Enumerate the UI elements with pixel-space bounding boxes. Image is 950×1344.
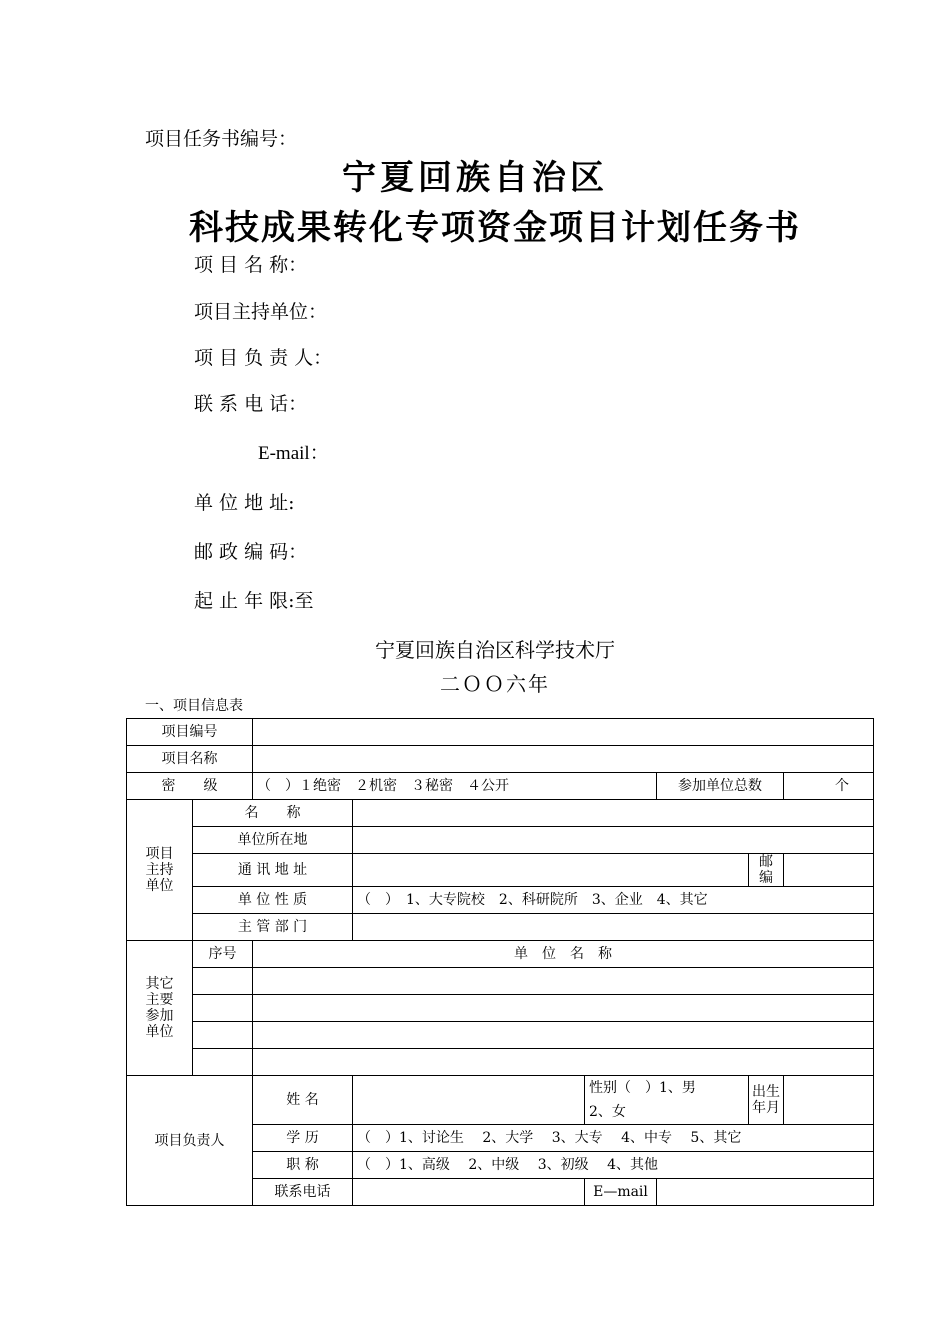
seq-header: 序号	[193, 941, 253, 968]
table-row	[127, 1076, 874, 1125]
leader-name-label: 姓 名	[253, 1076, 353, 1125]
table-row	[127, 773, 874, 800]
other-units-group-text: 其它主要参加单位	[145, 976, 174, 1040]
birth-label: 出生年月	[749, 1076, 784, 1125]
project-info-table	[126, 718, 874, 1206]
seq-cell[interactable]	[193, 1049, 253, 1076]
secret-level-options[interactable]: （ ）１绝密 ２机密 ３秘密 ４公开	[253, 773, 657, 800]
table-row	[127, 995, 874, 1022]
section-title: 一、项目信息表	[145, 698, 243, 714]
unit-name-cell[interactable]	[253, 995, 874, 1022]
gender-options[interactable]: 性别（ ）1、男 2、女	[585, 1076, 749, 1125]
table-row	[127, 887, 874, 914]
table-row	[127, 746, 874, 773]
birth-value[interactable]	[784, 1076, 874, 1125]
unit-name-cell[interactable]	[253, 968, 874, 995]
table-row	[127, 1049, 874, 1076]
host-name-label: 名 称	[193, 800, 353, 827]
unit-name-cell[interactable]	[253, 1022, 874, 1049]
other-units-group-label	[127, 941, 193, 1076]
project-name-label: 项 目 名 称：	[194, 254, 308, 276]
project-number-value[interactable]	[253, 719, 874, 746]
host-location-value[interactable]	[353, 827, 874, 854]
table-row	[127, 800, 874, 827]
email-cell-value[interactable]	[657, 1179, 874, 1206]
table-row	[127, 914, 874, 941]
address-label: 单 位 地 址:	[194, 492, 295, 514]
phone-label: 联 系 电 话：	[194, 393, 308, 415]
table-row	[127, 854, 874, 887]
postcode-value[interactable]	[784, 854, 874, 887]
contact-phone-value[interactable]	[353, 1179, 585, 1206]
seq-cell[interactable]	[193, 968, 253, 995]
unit-nature-label: 单 位 性 质	[193, 887, 353, 914]
task-number-label: 项目任务书编号：	[145, 128, 298, 150]
seq-cell[interactable]	[193, 1022, 253, 1049]
postcode-label: 邮 政 编 码：	[194, 541, 308, 563]
table-row	[127, 827, 874, 854]
table-row	[127, 941, 874, 968]
project-name-cell-label: 项目名称	[127, 746, 253, 773]
seq-cell[interactable]	[193, 995, 253, 1022]
title-label: 职 称	[253, 1152, 353, 1179]
host-location-label: 单位所在地	[193, 827, 353, 854]
project-number-label: 项目编号	[127, 719, 253, 746]
email-label: E-mail：	[258, 443, 329, 464]
education-label: 学 历	[253, 1125, 353, 1152]
table-row	[127, 968, 874, 995]
host-unit-group-label	[127, 800, 193, 941]
host-address-label: 通 讯 地 址	[193, 854, 353, 887]
host-name-value[interactable]	[353, 800, 874, 827]
document-title-line1: 宁夏回族自治区	[342, 158, 608, 198]
participant-count-label: 参加单位总数	[657, 773, 784, 800]
supervisor-value[interactable]	[353, 914, 874, 941]
unit-name-cell[interactable]	[253, 1049, 874, 1076]
period-label: 起 止 年 限:至	[194, 590, 314, 612]
table-row	[127, 719, 874, 746]
project-name-value[interactable]	[253, 746, 874, 773]
leader-group-label: 项目负责人	[127, 1076, 253, 1206]
issue-year: 二ＯＯ六年	[440, 672, 550, 696]
education-options[interactable]: （ ）1、讨论生 2、大学 3、大专 4、中专 5、其它	[353, 1125, 874, 1152]
supervisor-label: 主 管 部 门	[193, 914, 353, 941]
host-unit-group-text: 项目主持单位	[145, 846, 174, 894]
email-cell-label: E—mail	[585, 1179, 657, 1206]
title-options[interactable]: （ ）1、高级 2、中级 3、初级 4、其他	[353, 1152, 874, 1179]
host-address-value[interactable]	[353, 854, 749, 887]
postcode-cell-label: 邮编	[749, 854, 784, 887]
unit-nature-options[interactable]: （ ） 1、大专院校 2、科研院所 3、企业 4、其它	[353, 887, 874, 914]
contact-phone-label: 联系电话	[253, 1179, 353, 1206]
issuing-organization: 宁夏回族自治区科学技术厅	[375, 638, 615, 662]
table-row	[127, 1022, 874, 1049]
unit-name-header: 单 位 名 称	[253, 941, 874, 968]
secret-level-label: 密 级	[127, 773, 253, 800]
leader-name-value[interactable]	[353, 1076, 585, 1125]
document-title-line2: 科技成果转化专项资金项目计划任务书	[189, 208, 801, 248]
participant-count-unit[interactable]: 个	[784, 773, 874, 800]
leader-label: 项 目 负 责 人：	[194, 347, 333, 369]
host-unit-label: 项目主持单位：	[194, 301, 328, 323]
